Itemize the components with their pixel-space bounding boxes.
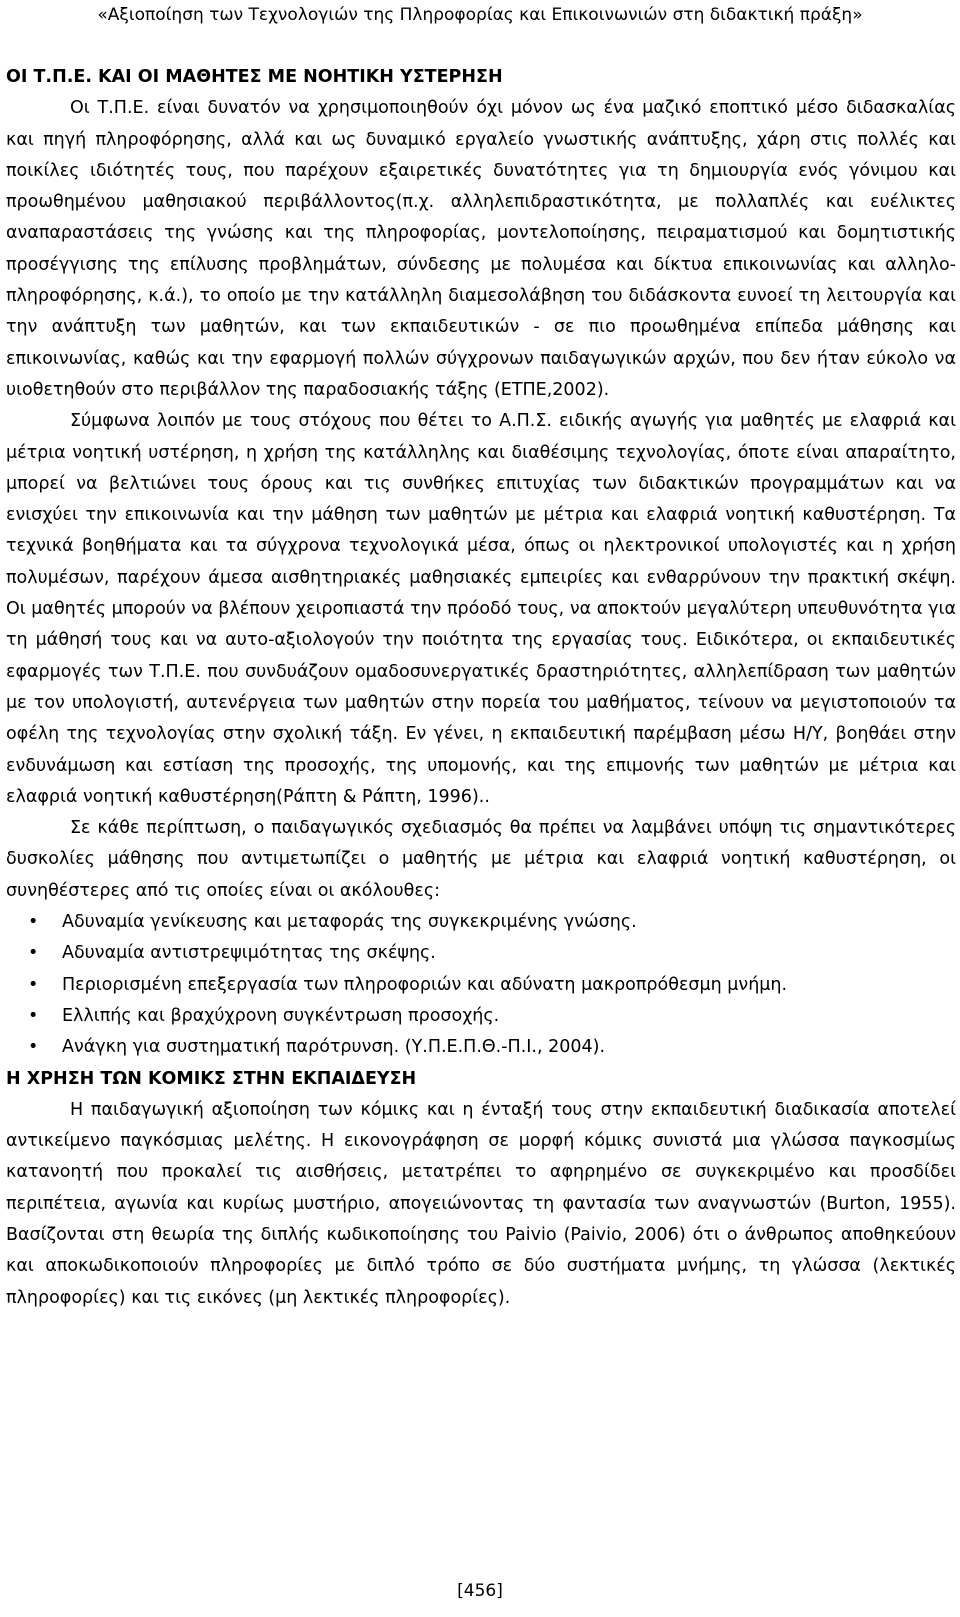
paragraph: Η παιδαγωγική αξιοποίηση των κόμικς και η ένταξή τους στην εκπαιδευτική διαδικασία αποτελεί αντικείμενο παγκόσμιας μελέτης. Η εικονογράφηση σε μορφή κόμικς συνιστά μια γλώσσα παγκοσμίως κατανοητή που προκαλεί τις αισθήσεις, μετατρέπει το αφηρημένο σε συγκεκριμένο και προσδίδει περιπέτεια, αγωνία και κυρίως μυστήριο, απογειώνοντας τη φαντασία των αναγνωστών (Burton, 1955). Βασίζονται στη θεωρία της διπλής κωδικοποίησης του Paivio (Paivio, 2006) ότι ο άνθρωπος αποθηκεύουν και αποκωδικοποιούν πληροφορίες με διπλό τρόπο σε δύο συστήματα μνήμης, τη γλώσσα (λεκτικές πληροφορίες) και τις εικόνες (μη λεκτικές πληροφορίες). xyxy=(6,1099,956,1308)
list-item: • Αδυναμία γενίκευσης και μεταφοράς της συγκεκριμένης γνώσης. xyxy=(6,907,956,938)
running-header: «Αξιοποίηση των Τεχνολογιών της Πληροφορίας και Επικοινωνιών στη διδακτική πράξη» xyxy=(97,5,863,25)
section-heading-tpe: ΟΙ Τ.Π.Ε. ΚΑΙ ΟΙ ΜΑΘΗΤΕΣ ΜΕ ΝΟΗΤΙΚΗ ΥΣΤΕΡΗΣΗ xyxy=(6,67,503,87)
paragraph: Οι Τ.Π.Ε. είναι δυνατόν να χρησιμοποιηθούν όχι μόνον ως ένα μαζικό εποπτικό μέσο διδασκαλίας και πηγή πληροφόρησης, αλλά και ως δυναμικό εργαλείο γνωστικής ανάπτυξης, χάρη στις πολλές και ποικίλες ιδιότητές τους, που παρέχουν εξαιρετικές δυνατότητες για τη δημιουργία ενός γόνιμου και προωθημένου μαθησιακού περιβάλλοντος(π.χ. αλληλεπιδραστικότητα, με πολλαπλές και ευέλικτες αναπαραστάσεις της γνώσης και της πληροφορίας, μοντελοποίησης, πειραματισμού και δομητιστικής προσέγγισης της επίλυσης προβλημάτων, σύνδεσης με πολυμέσα και δίκτυα επικοινωνίας και αλληλο-πληροφόρησης, κ.ά.), το οποίο με την κατάλληλη διαμεσολάβηση του διδάσκοντα ευνοεί τη λειτουργία και την ανάπτυξη των μαθητών, και των εκπαιδευτικών - σε πιο προωθημένα επίπεδα μάθησης και επικοινωνίας, καθώς και την εφαρμογή πολλών σύγχρονων παιδαγωγικών αρχών, που δεν ήταν εύκολο να υιοθετηθούν στο περιβάλλον της παραδοσιακής τάξης (ΕΤΠΕ,2002). xyxy=(6,98,956,400)
paragraph: Σε κάθε περίπτωση, ο παιδαγωγικός σχεδιασμός θα πρέπει να λαμβάνει υπόψη τις σημαντικότερες δυσκολίες μάθησης που αντιμετωπίζει ο μαθητής με μέτρια και ελαφριά νοητική καθυστέρηση, οι συνηθέστερες από τις οποίες είναι οι ακόλουθες: xyxy=(6,818,956,901)
list-item: • Αδυναμία αντιστρεψιμότητας της σκέψης. xyxy=(6,938,956,969)
difficulties-list xyxy=(6,907,956,1063)
section-heading-comics: Η ΧΡΗΣΗ ΤΩΝ ΚΟΜΙΚΣ ΣΤΗΝ ΕΚΠΑΙΔΕΥΣΗ xyxy=(6,1068,417,1089)
page-number: [456] xyxy=(457,1581,503,1601)
document-body xyxy=(6,62,956,1314)
list-item: • Περιορισμένη επεξεργασία των πληροφοριών και αδύνατη μακροπρόθεσμη μνήμη. xyxy=(6,970,956,1001)
list-item: • Ελλιπής και βραχύχρονη συγκέντρωση προσοχής. xyxy=(6,1001,956,1032)
list-item: • Ανάγκη για συστηματική παρότρυνση. (Υ.Π.Ε.Π.Θ.-Π.Ι., 2004). xyxy=(6,1032,956,1063)
paragraph: Σύμφωνα λοιπόν με τους στόχους που θέτει το Α.Π.Σ. ειδικής αγωγής για μαθητές με ελαφριά και μέτρια νοητική υστέρηση, η χρήση της κατάλληλης και διαθέσιμης τεχνολογίας, όποτε είναι απαραίτητο, μπορεί να βελτιώνει τους όρους και τις συνθήκες επιτυχίας των διδακτικών προγραμμάτων και να ενισχύει την επικοινωνία και την μάθηση των μαθητών με μέτρια και ελαφριά νοητική καθυστέρηση. Τα τεχνικά βοηθήματα και τα σύγχρονα τεχνολογικά μέσα, όπως οι ηλεκτρονικοί υπολογιστές και η χρήση πολυμέσων, παρέχουν άμεσα αισθητηριακές μαθησιακές εμπειρίες και ενθαρρύνουν την πρακτική σκέψη. Οι μαθητές μπορούν να βλέπουν χειροπιαστά την πρόοδό τους, να αποκτούν μεγαλύτερη υπευθυνότητα για τη μάθησή τους και να αυτο-αξιολογούν την ποιότητα της εργασίας τους. Ειδικότερα, οι εκπαιδευτικές εφαρμογές των Τ.Π.Ε. που συνδυάζουν ομαδοσυνεργατικές δραστηριότητες, αλληλεπίδραση των μαθητών με τον υπολογιστή, αυτενέργεια των μαθητών στην πορεία του μαθήματος, τείνουν να μεγιστοποιούν τα οφέλη της τεχνολογίας στην σχολική τάξη. Εν γένει, η εκπαιδευτική παρέμβαση μέσω Η/Υ, βοηθάει στην ενδυνάμωση και εστίαση της προσοχής, της υπομονής, και της επιμονής των μαθητών με μέτρια και ελαφριά νοητική καθυστέρηση(Ράπτη & Ράπτη, 1996).. xyxy=(6,411,956,807)
